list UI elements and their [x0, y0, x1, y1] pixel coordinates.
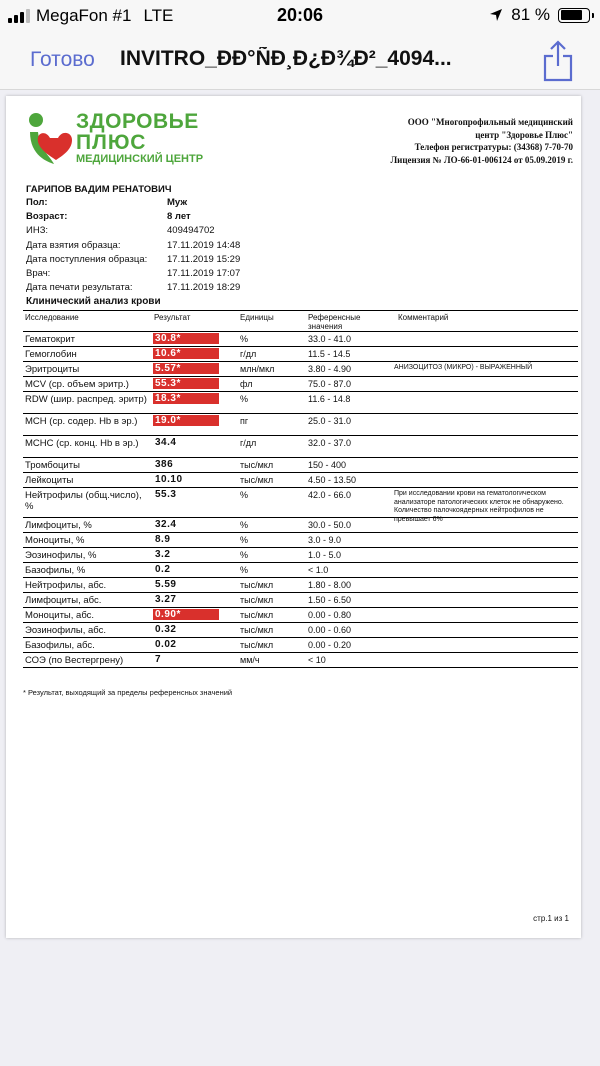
logo-text-1: ЗДОРОВЬЕ [76, 110, 199, 133]
table-row [23, 608, 578, 623]
test-name: Нейтрофилы (общ.число), % [25, 490, 142, 512]
table-row [23, 518, 578, 533]
info-label: Дата взятия образца: [26, 239, 121, 251]
unit: тыс/мкл [240, 475, 274, 485]
header-result: Результат [154, 313, 191, 322]
comment: АНИЗОЦИТОЗ (МИКРО) - ВЫРАЖЕННЫЙ [394, 364, 533, 371]
result-flagged: 10.6* [153, 348, 219, 359]
test-name: RDW (шир. распред. эритр) [25, 394, 147, 405]
unit: пг [240, 416, 249, 426]
unit: г/дл [240, 438, 257, 448]
result-value: 34.4 [155, 437, 177, 448]
patient-info [26, 197, 326, 296]
test-name: Эозинофилы, % [25, 550, 97, 561]
patient-name: ГАРИПОВ ВАДИМ РЕНАТОВИЧ [26, 184, 172, 195]
status-bar [0, 0, 600, 32]
unit: % [240, 334, 249, 344]
info-value: Муж [167, 197, 188, 208]
done-button[interactable]: Готово [30, 48, 95, 71]
clinic-logo [24, 110, 214, 166]
reference-range: 1.0 - 5.0 [308, 550, 342, 560]
unit: % [240, 535, 249, 545]
reference-range: 33.0 - 41.0 [308, 334, 352, 344]
table-row [23, 533, 578, 548]
table-row [23, 458, 578, 473]
result-value: 386 [155, 459, 174, 470]
network-type: LTE [143, 6, 174, 25]
table-body [23, 332, 578, 668]
test-name: Базофилы, абс. [25, 640, 95, 651]
logo-text-2: ПЛЮС [76, 131, 147, 154]
info-row [26, 282, 326, 296]
org-line-2: центр "Здоровье Плюс" [475, 129, 573, 140]
page-number: стр.1 из 1 [533, 914, 569, 923]
table-header [23, 310, 578, 332]
table-row [23, 347, 578, 362]
navigation-bar [0, 32, 600, 90]
info-label: Возраст: [26, 211, 68, 223]
org-line-4: Лицензия № ЛО-66-01-006124 от 05.09.2019 г. [390, 154, 573, 165]
info-label: Дата печати результата: [26, 282, 133, 294]
test-name: Моноциты, % [25, 535, 85, 546]
info-value: 17.11.2019 17:07 [167, 267, 241, 279]
table-row [23, 488, 578, 523]
info-row [26, 225, 326, 239]
info-row [26, 197, 326, 211]
reference-range: 0.00 - 0.80 [308, 610, 352, 620]
info-row [26, 211, 326, 225]
unit: % [240, 490, 249, 500]
unit: % [240, 565, 249, 575]
unit: млн/мкл [240, 364, 275, 374]
test-name: Гемоглобин [25, 349, 77, 360]
test-name: Лимфоциты, % [25, 520, 92, 531]
reference-range: 30.0 - 50.0 [308, 520, 352, 530]
logo-text-3: МЕДИЦИНСКИЙ ЦЕНТР [76, 153, 204, 165]
unit: тыс/мкл [240, 625, 274, 635]
table-row [23, 414, 578, 436]
heart-logo-icon [24, 110, 74, 166]
result-value: 7 [155, 654, 162, 665]
reference-range: 0.00 - 0.60 [308, 625, 352, 635]
table-row [23, 362, 578, 377]
unit: тыс/мкл [240, 460, 274, 470]
test-name: Тромбоциты [25, 460, 80, 471]
location-arrow-icon [489, 8, 503, 22]
test-name: Базофилы, % [25, 565, 86, 576]
reference-range: 3.80 - 4.90 [308, 364, 352, 374]
test-name: MCHC (ср. конц. Hb в эр.) [25, 438, 139, 449]
info-value: 409494702 [167, 225, 215, 237]
table-row [23, 563, 578, 578]
reference-range: 1.50 - 6.50 [308, 595, 352, 605]
info-label: ИНЗ: [26, 225, 49, 237]
table-row [23, 578, 578, 593]
result-value: 10.10 [155, 474, 183, 485]
unit: тыс/мкл [240, 580, 274, 590]
share-icon[interactable] [542, 40, 574, 82]
unit: тыс/мкл [240, 640, 274, 650]
document-page [6, 96, 581, 938]
reference-range: 32.0 - 37.0 [308, 438, 352, 448]
result-flagged: 19.0* [153, 415, 219, 426]
result-value: 3.27 [155, 594, 177, 605]
battery-icon [558, 8, 590, 23]
test-name: Моноциты, абс. [25, 610, 95, 621]
reference-range: 150 - 400 [308, 460, 347, 470]
table-row [23, 392, 578, 414]
unit: фл [240, 379, 253, 389]
result-flagged: 55.3* [153, 378, 219, 389]
org-line-3: Телефон регистратуры: (34368) 7-70-70 [414, 142, 573, 152]
unit: % [240, 550, 249, 560]
result-value: 8.9 [155, 534, 171, 545]
footnote: * Результат, выходящий за пределы референсных значений [23, 688, 233, 697]
info-label: Дата поступления образца: [26, 253, 148, 265]
clock: 20:06 [276, 5, 324, 25]
test-name: СОЭ (по Вестергрену) [25, 655, 124, 666]
reference-range: 0.00 - 0.20 [308, 640, 352, 650]
results-table [23, 310, 578, 668]
info-row [26, 240, 326, 254]
info-value: 17.11.2019 18:29 [167, 282, 241, 294]
unit: тыс/мкл [240, 595, 274, 605]
result-value: 5.59 [155, 579, 177, 590]
info-row [26, 268, 326, 282]
reference-range: 4.50 - 13.50 [308, 475, 357, 485]
table-row [23, 473, 578, 488]
reference-range: < 1.0 [308, 565, 329, 575]
test-name: Эозинофилы, абс. [25, 625, 106, 636]
section-title: Клинический анализ крови [26, 296, 161, 307]
result-flagged: 30.8* [153, 333, 219, 344]
result-value: 55.3 [155, 489, 177, 500]
table-row [23, 377, 578, 392]
battery-percent: 81 % [511, 5, 550, 24]
reference-range: 75.0 - 87.0 [308, 379, 352, 389]
result-value: 0.32 [155, 624, 177, 635]
test-name: MCH (ср. содер. Hb в эр.) [25, 416, 138, 427]
document-title: INVITRO_ÐÐ°ÑÐ¸Ð¿Ð¾Ð²_4094... [120, 47, 452, 70]
unit: % [240, 394, 249, 404]
header-comment: Комментарий [398, 313, 449, 322]
info-label: Врач: [26, 267, 51, 279]
organization-info [343, 116, 573, 166]
table-row [23, 436, 578, 458]
reference-range: 11.5 - 14.5 [308, 349, 351, 359]
info-label: Пол: [26, 197, 48, 208]
header-unit: Единицы [240, 313, 274, 322]
reference-range: 1.80 - 8.00 [308, 580, 352, 590]
unit: г/дл [240, 349, 257, 359]
result-flagged: 18.3* [153, 393, 219, 404]
table-row [23, 548, 578, 563]
status-right [489, 5, 590, 25]
table-row [23, 653, 578, 668]
info-value: 17.11.2019 14:48 [167, 239, 241, 251]
unit: тыс/мкл [240, 610, 274, 620]
table-row [23, 638, 578, 653]
info-value: 17.11.2019 15:29 [167, 253, 241, 265]
reference-range: < 10 [308, 655, 326, 665]
table-row [23, 593, 578, 608]
org-line-1: ООО "Многопрофильный медицинский [407, 117, 573, 127]
result-value: 0.2 [155, 564, 171, 575]
result-flagged: 5.57* [153, 363, 219, 374]
info-row [26, 254, 326, 268]
reference-range: 42.0 - 66.0 [308, 490, 352, 500]
reference-range: 25.0 - 31.0 [308, 416, 352, 426]
comment: При исследовании крови на гематологическом анализаторе патологических клеток не обнаружено. Количество палочкоядерных нейтрофилов не превышает 6% [394, 490, 564, 523]
header-name: Исследование [25, 313, 79, 322]
test-name: Эритроциты [25, 364, 80, 375]
carrier-name: MegaFon #1 [36, 6, 132, 25]
unit: % [240, 520, 249, 530]
result-flagged: 0.90* [153, 609, 219, 620]
result-value: 32.4 [155, 519, 177, 530]
test-name: Гематокрит [25, 334, 76, 345]
test-name: Лимфоциты, абс. [25, 595, 102, 606]
result-value: 0.02 [155, 639, 177, 650]
table-row [23, 623, 578, 638]
info-value: 8 лет [167, 211, 191, 223]
battery-level [561, 10, 583, 20]
result-value: 3.2 [155, 549, 171, 560]
test-name: Нейтрофилы, абс. [25, 580, 107, 591]
table-row [23, 332, 578, 347]
test-name: MCV (ср. объем эритр.) [25, 379, 129, 390]
test-name: Лейкоциты [25, 475, 74, 486]
reference-range: 11.6 - 14.8 [308, 394, 351, 404]
header-ref: Референсные значения [308, 313, 361, 331]
reference-range: 3.0 - 9.0 [308, 535, 342, 545]
unit: мм/ч [240, 655, 260, 665]
